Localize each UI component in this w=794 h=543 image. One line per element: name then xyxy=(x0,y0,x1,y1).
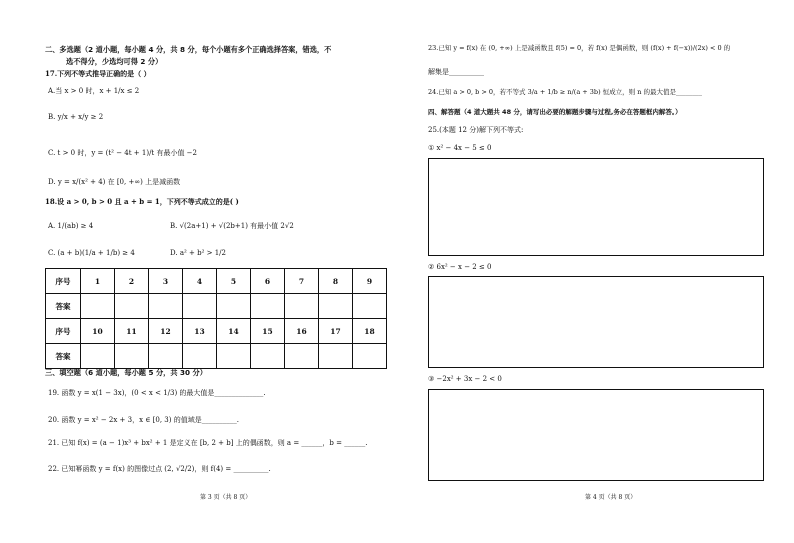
answer-cell[interactable] xyxy=(115,344,149,369)
q25-stem: 25.(本题 12 分)解下列不等式: xyxy=(428,126,524,134)
q25-part3-label: ③ −2x² + 3x − 2 < 0 xyxy=(428,375,502,383)
table-header-cell: 答案 xyxy=(46,294,81,319)
q17-option-c: C. t > 0 时，y = (t² − 4t + 1)/t 有最小值 −2 xyxy=(48,149,198,157)
q24: 24.已知 a > 0, b > 0，若不等式 3/a + 1/b ≥ n/(a + 3b) 恒成立，则 n 的最大值是________ xyxy=(428,88,702,96)
table-cell: 13 xyxy=(183,319,217,344)
table-cell: 5 xyxy=(217,269,251,294)
answer-cell[interactable] xyxy=(149,294,183,319)
answer-cell[interactable] xyxy=(183,294,217,319)
answer-cell[interactable] xyxy=(115,294,149,319)
answer-cell[interactable] xyxy=(353,344,387,369)
table-cell: 15 xyxy=(251,319,285,344)
page-footer: 第 3 页（共 8 页） xyxy=(200,494,252,501)
answer-cell[interactable] xyxy=(149,344,183,369)
q18-option-c: C. (a + b)(1/a + 1/b) ≥ 4 xyxy=(48,249,135,257)
table-cell: 14 xyxy=(217,319,251,344)
answer-cell[interactable] xyxy=(285,294,319,319)
answer-box-1[interactable] xyxy=(428,158,764,256)
q22: 22. 已知幂函数 y = f(x) 的图像过点 (2, √2/2)，则 f(4) = __________. xyxy=(48,465,271,473)
table-cell: 11 xyxy=(115,319,149,344)
q20: 20. 函数 y = x² − 2x + 3，x ∈ [0, 3) 的值域是__________. xyxy=(48,416,239,424)
answer-cell[interactable] xyxy=(81,294,115,319)
table-row xyxy=(46,319,387,344)
table-row xyxy=(46,269,387,294)
table-row xyxy=(46,344,387,369)
section2-title-line2: 选不得分，少选均可得 2 分） xyxy=(66,57,163,66)
table-cell: 8 xyxy=(319,269,353,294)
answer-cell[interactable] xyxy=(217,344,251,369)
table-header-cell: 序号 xyxy=(46,269,81,294)
q23: 23.已知 y = f(x) 在 (0, +∞) 上是减函数且 f(5) = 0，若 f(x) 是偶函数，则 (f(x) + f(−x))/(2x) < 0 的 xyxy=(428,44,731,52)
answer-cell[interactable] xyxy=(353,294,387,319)
q18-stem: 18.设 a > 0, b > 0 且 a + b = 1，下列不等式成立的是( ) xyxy=(45,197,239,206)
q18-option-d: D. a² + b² > 1/2 xyxy=(170,249,226,257)
table-cell: 10 xyxy=(81,319,115,344)
q19: 19. 函数 y = x(1 − 3x)，(0 < x < 1/3) 的最大值是______________. xyxy=(48,389,266,397)
answer-cell[interactable] xyxy=(319,344,353,369)
page-4 xyxy=(397,0,794,543)
answer-cell[interactable] xyxy=(251,344,285,369)
table-header-cell: 答案 xyxy=(46,344,81,369)
answer-box-2[interactable] xyxy=(428,276,764,368)
table-cell: 18 xyxy=(353,319,387,344)
table-cell: 12 xyxy=(149,319,183,344)
q23-answer-line: 解集是__________ xyxy=(428,68,484,76)
section3-title: 三、填空题（6 道小题，每小题 5 分，共 30 分） xyxy=(45,368,207,377)
table-header-cell: 序号 xyxy=(46,319,81,344)
answer-cell[interactable] xyxy=(217,294,251,319)
q18-option-a: A. 1/(ab) ≥ 4 xyxy=(48,222,94,230)
q17-stem: 17.下列不等式推导正确的是（ ） xyxy=(45,69,151,78)
answer-box-3[interactable] xyxy=(428,389,764,481)
table-cell: 16 xyxy=(285,319,319,344)
section2-title-line1: 二、多选题（2 道小题，每小题 4 分，共 8 分，每个小题有多个正确选择答案，错选，不 xyxy=(45,45,332,54)
answer-cell[interactable] xyxy=(319,294,353,319)
q18-option-b: B. √(2a+1) + √(2b+1) 有最小值 2√2 xyxy=(170,222,294,230)
q21: 21. 已知 f(x) = (a − 1)x³ + bx² + 1 是定义在 [b, 2 + b] 上的偶函数，则 a = ______，b = ______. xyxy=(48,439,368,447)
answer-table xyxy=(45,268,387,369)
answer-cell[interactable] xyxy=(285,344,319,369)
q17-option-a: A.当 x > 0 时，x + 1/x ≤ 2 xyxy=(48,87,140,95)
q25-part2-label: ② 6x² − x − 2 ≤ 0 xyxy=(428,263,492,271)
q17-option-b: B. y/x + x/y ≥ 2 xyxy=(48,113,104,121)
answer-cell[interactable] xyxy=(81,344,115,369)
answer-cell[interactable] xyxy=(183,344,217,369)
table-cell: 7 xyxy=(285,269,319,294)
table-cell: 4 xyxy=(183,269,217,294)
table-row xyxy=(46,294,387,319)
answer-cell[interactable] xyxy=(251,294,285,319)
q25-part1-label: ① x² − 4x − 5 ≤ 0 xyxy=(428,144,492,152)
section4-title: 四、解答题（4 道大题共 48 分，请写出必要的解题步骤与过程,务必在答题框内解答。） xyxy=(428,108,682,116)
table-cell: 1 xyxy=(81,269,115,294)
table-cell: 9 xyxy=(353,269,387,294)
table-cell: 3 xyxy=(149,269,183,294)
table-cell: 6 xyxy=(251,269,285,294)
q17-option-d: D. y = x/(x² + 4) 在 [0, +∞) 上是减函数 xyxy=(48,178,181,186)
table-cell: 17 xyxy=(319,319,353,344)
page-footer: 第 4 页（共 8 页） xyxy=(585,494,637,501)
table-cell: 2 xyxy=(115,269,149,294)
